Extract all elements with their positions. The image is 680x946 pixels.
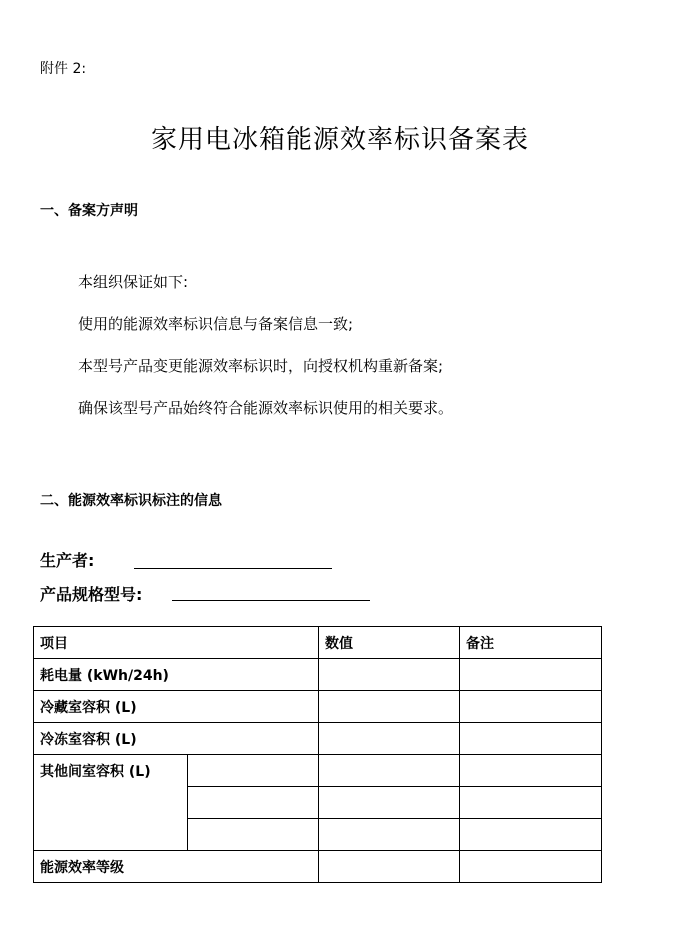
- remark-cell[interactable]: [460, 755, 602, 787]
- remark-cell[interactable]: [460, 723, 602, 755]
- subroom-cell[interactable]: [188, 787, 319, 819]
- remark-cell[interactable]: [460, 851, 602, 883]
- model-label: 产品规格型号:: [40, 585, 143, 604]
- manufacturer-field-line[interactable]: [134, 568, 332, 569]
- manufacturer-label: 生产者:: [40, 551, 95, 570]
- remark-cell[interactable]: [460, 659, 602, 691]
- value-cell[interactable]: [319, 819, 460, 851]
- info-table: [33, 626, 602, 883]
- remark-cell[interactable]: [460, 691, 602, 723]
- section1-heading: 一、备案方声明: [40, 203, 138, 219]
- section2-heading: 二、能源效率标识标注的信息: [40, 493, 222, 509]
- document-title: 家用电冰箱能源效率标识备案表: [150, 125, 529, 155]
- header-value: 数值: [319, 627, 460, 659]
- header-remark: 备注: [460, 627, 602, 659]
- table-row: [34, 723, 602, 755]
- remark-cell[interactable]: [460, 819, 602, 851]
- model-field-line[interactable]: [172, 600, 370, 601]
- table-header-row: [34, 627, 602, 659]
- row-label-energy-consumption: 耗电量 (kWh/24h): [34, 659, 319, 691]
- declaration-line: 使用的能源效率标识信息与备案信息一致;: [78, 315, 354, 333]
- header-item: 项目: [34, 627, 319, 659]
- row-label-fridge-volume: 冷藏室容积 (L): [34, 691, 319, 723]
- value-cell[interactable]: [319, 755, 460, 787]
- value-cell[interactable]: [319, 723, 460, 755]
- table-row: [34, 755, 602, 787]
- table-row: [34, 851, 602, 883]
- value-cell[interactable]: [319, 691, 460, 723]
- declaration-line: 本组织保证如下:: [78, 273, 189, 291]
- declaration-line: 本型号产品变更能源效率标识时，向授权机构重新备案;: [78, 357, 444, 375]
- subroom-cell[interactable]: [188, 819, 319, 851]
- row-label-freezer-volume: 冷冻室容积 (L): [34, 723, 319, 755]
- value-cell[interactable]: [319, 851, 460, 883]
- table-row: [34, 659, 602, 691]
- value-cell[interactable]: [319, 659, 460, 691]
- table-row: [34, 691, 602, 723]
- declaration-line: 确保该型号产品始终符合能源效率标识使用的相关要求。: [78, 399, 454, 417]
- subroom-cell[interactable]: [188, 755, 319, 787]
- row-label-other-rooms: 其他间室容积 (L): [34, 755, 188, 851]
- row-label-energy-grade: 能源效率等级: [34, 851, 319, 883]
- attachment-label: 附件 2:: [40, 61, 87, 77]
- remark-cell[interactable]: [460, 787, 602, 819]
- value-cell[interactable]: [319, 787, 460, 819]
